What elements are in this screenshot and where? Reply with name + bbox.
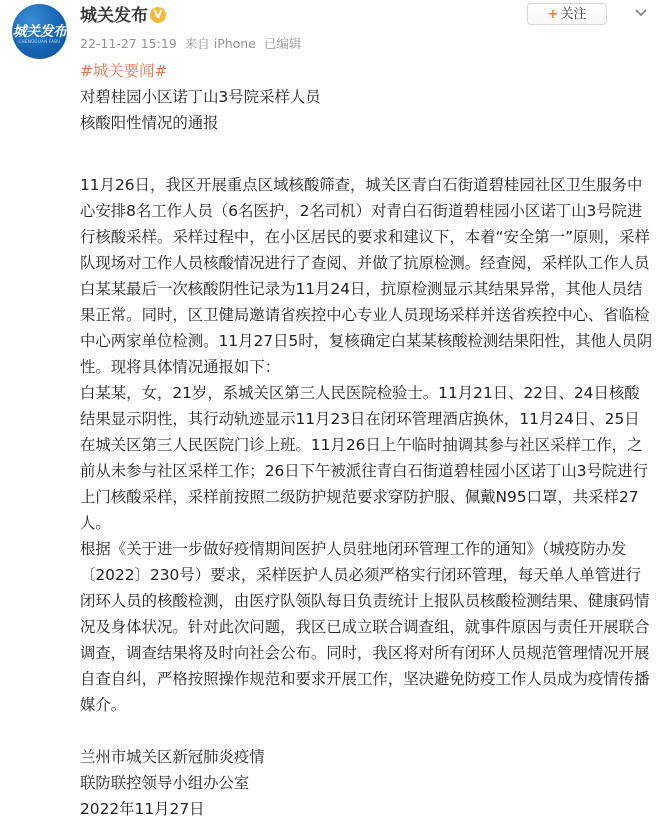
signature-date: 2022年11月27日	[80, 800, 205, 818]
signature-line-1: 兰州市城关区新冠肺炎疫情	[80, 748, 265, 766]
post-timestamp[interactable]: 22-11-27 15:19	[80, 36, 177, 51]
verified-badge-icon: V	[150, 7, 166, 23]
follow-label: 关注	[560, 7, 587, 22]
follow-button[interactable]	[527, 3, 607, 25]
post-header	[0, 0, 661, 56]
post-paragraph-3: 根据《关于进一步做好疫情期间医护人员驻地闭环管理工作的通知》（城疫防办发〔2022〕230号）要求，采样医护人员必须严格实行闭环管理，每天单人单管进行闭环人员的核酸检测，由医疗队领队每日负责统计上报队员核酸检测结果、健康码情况及身体状况。针对此次问题，我区已成立联合调查组，就事件原因与责任开展联合调查，调查结果将及时向社会公布。同时，我区将对所有闭环人员规范管理情况开展自查自纠，严格按照操作规范和要求开展工作，坚决避免防疫工作人员成为疫情传播媒介。	[80, 540, 650, 714]
post-source: 来自 iPhone	[184, 36, 256, 51]
post-title-line-2: 核酸阳性情况的通报	[80, 114, 219, 132]
edited-label[interactable]: 已编辑	[263, 36, 302, 51]
post-paragraph-2: 白某某，女，21岁，系城关区第三人民医院检验士。11月21日、22日、24日核酸结果显示阴性，其行动轨迹显示11月23日在闭环管理酒店换休，11月24日、25日在城关区第三人民医院门诊上班。11月26日上午临时抽调其参与社区采样工作，之前从未参与社区采样工作；26日下午被派往青白石街道碧桂园小区诺丁山3号院进行上门核酸采样，采样前按照二级防护规范要求穿防护服、佩戴N95口罩，共采样27人。	[80, 384, 649, 532]
avatar[interactable]	[12, 4, 67, 59]
post-paragraph-1: 11月26日，我区开展重点区域核酸筛查，城关区青白石街道碧桂园社区卫生服务中心安排8名工作人员（6名医护，2名司机）对青白石街道碧桂园小区诺丁山3号院进行核酸采样。采样过程中，在小区居民的要求和建议下，本着“安全第一”原则，采样队现场对工作人员核酸情况进行了查阅、并做了抗原检测。经查阅，采样队工作人员白某某最后一次核酸阴性记录为11月24日，抗原检测显示其结果异常，其他人员结果正常。同时，区卫健局邀请省疾控中心专业人员现场采样并送省疾控中心、省临检中心两家单位检测。11月27日5时，复核确定白某某核酸检测结果阳性，其他人员阴性。现将具体情况通报如下：	[80, 176, 653, 376]
chevron-down-icon[interactable]	[634, 8, 648, 18]
post-title-line-1: 对碧桂园小区诺丁山3号院采样人员	[80, 88, 321, 106]
avatar-subtext: CHENGGUAN FABU	[18, 39, 61, 44]
signature-line-2: 联防联控领导小组办公室	[80, 774, 250, 792]
plus-icon: +	[547, 7, 559, 22]
author-name[interactable]: 城关发布	[80, 6, 148, 26]
post-meta	[80, 36, 309, 52]
topic-link[interactable]: #城关要闻#	[80, 62, 168, 80]
post-content	[80, 58, 655, 822]
avatar-logo-text: 城关发布	[12, 24, 67, 40]
